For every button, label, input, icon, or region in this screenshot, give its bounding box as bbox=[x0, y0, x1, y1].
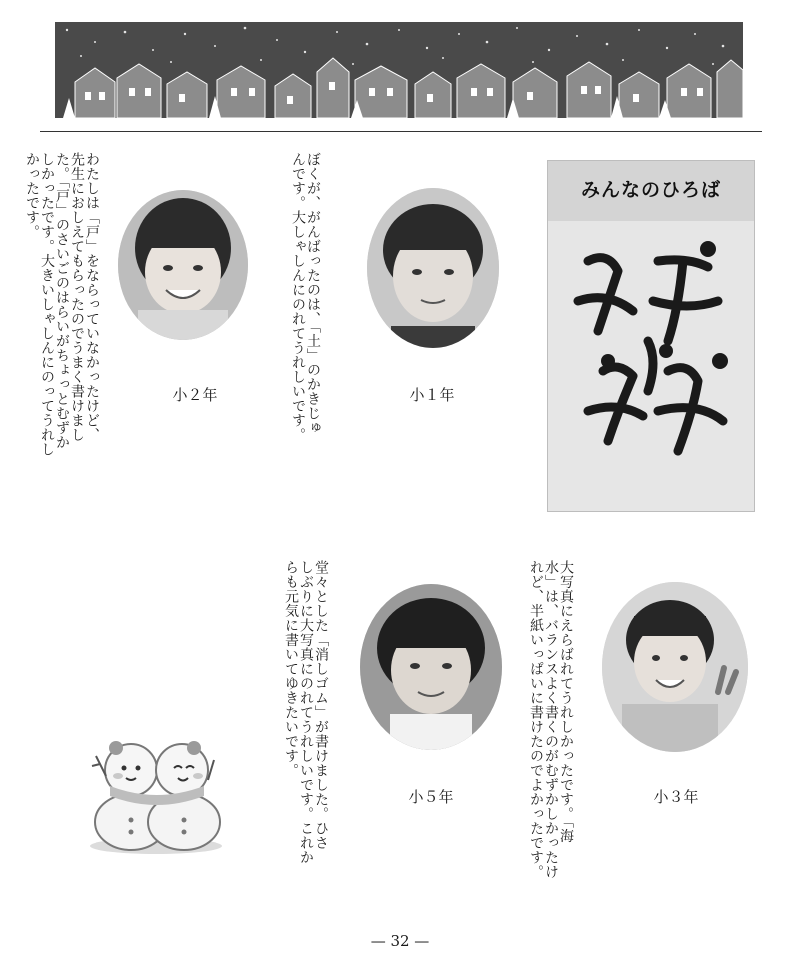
header-rule bbox=[40, 131, 762, 132]
grade-label-grade3: 小３年 bbox=[653, 788, 699, 806]
grade-label-grade5: 小５年 bbox=[408, 788, 454, 806]
grade-label-grade2: 小２年 bbox=[172, 386, 218, 404]
column-title: みんなのひろば bbox=[580, 179, 721, 201]
entry-text-grade2: わたしは「戸」をならっていなかったけど、 先生におしえてもらったのでうまく書けまし た。「戸」のさいごのはらいがちょっとむずか しかったです。大きいしゃしんにのってうれし かったです。 bbox=[24, 152, 100, 457]
winter-town-banner bbox=[55, 22, 743, 118]
student-photo-grade5 bbox=[360, 584, 502, 750]
student-photo-grade1 bbox=[367, 188, 499, 348]
grade-label-grade1: 小１年 bbox=[409, 386, 455, 404]
entry-text-grade3: 大写真にえらばれてうれしかったです。「海 水」は、バランスよく書くのがむずかしかったけ れど、半紙いっぱいに書けたのでよかったです。 bbox=[528, 560, 574, 879]
entry-text-grade5: 堂々とした「消しゴム」が書けました。ひさ しぶりに大写真にのれてうれしいです。これか らも元気に書いてゆきたいです。 bbox=[283, 560, 329, 865]
entry-text-grade1: ぼくが、がんばったのは、「土」のかきじゅ んです。大しゃしんにのれてうれしいです。 bbox=[290, 152, 321, 442]
calligraphy-artwork bbox=[547, 160, 755, 512]
student-photo-grade3 bbox=[602, 582, 748, 752]
student-photo-grade2 bbox=[118, 190, 248, 340]
snowman-illustration bbox=[86, 726, 226, 856]
page-number: — 32 — bbox=[370, 932, 430, 950]
